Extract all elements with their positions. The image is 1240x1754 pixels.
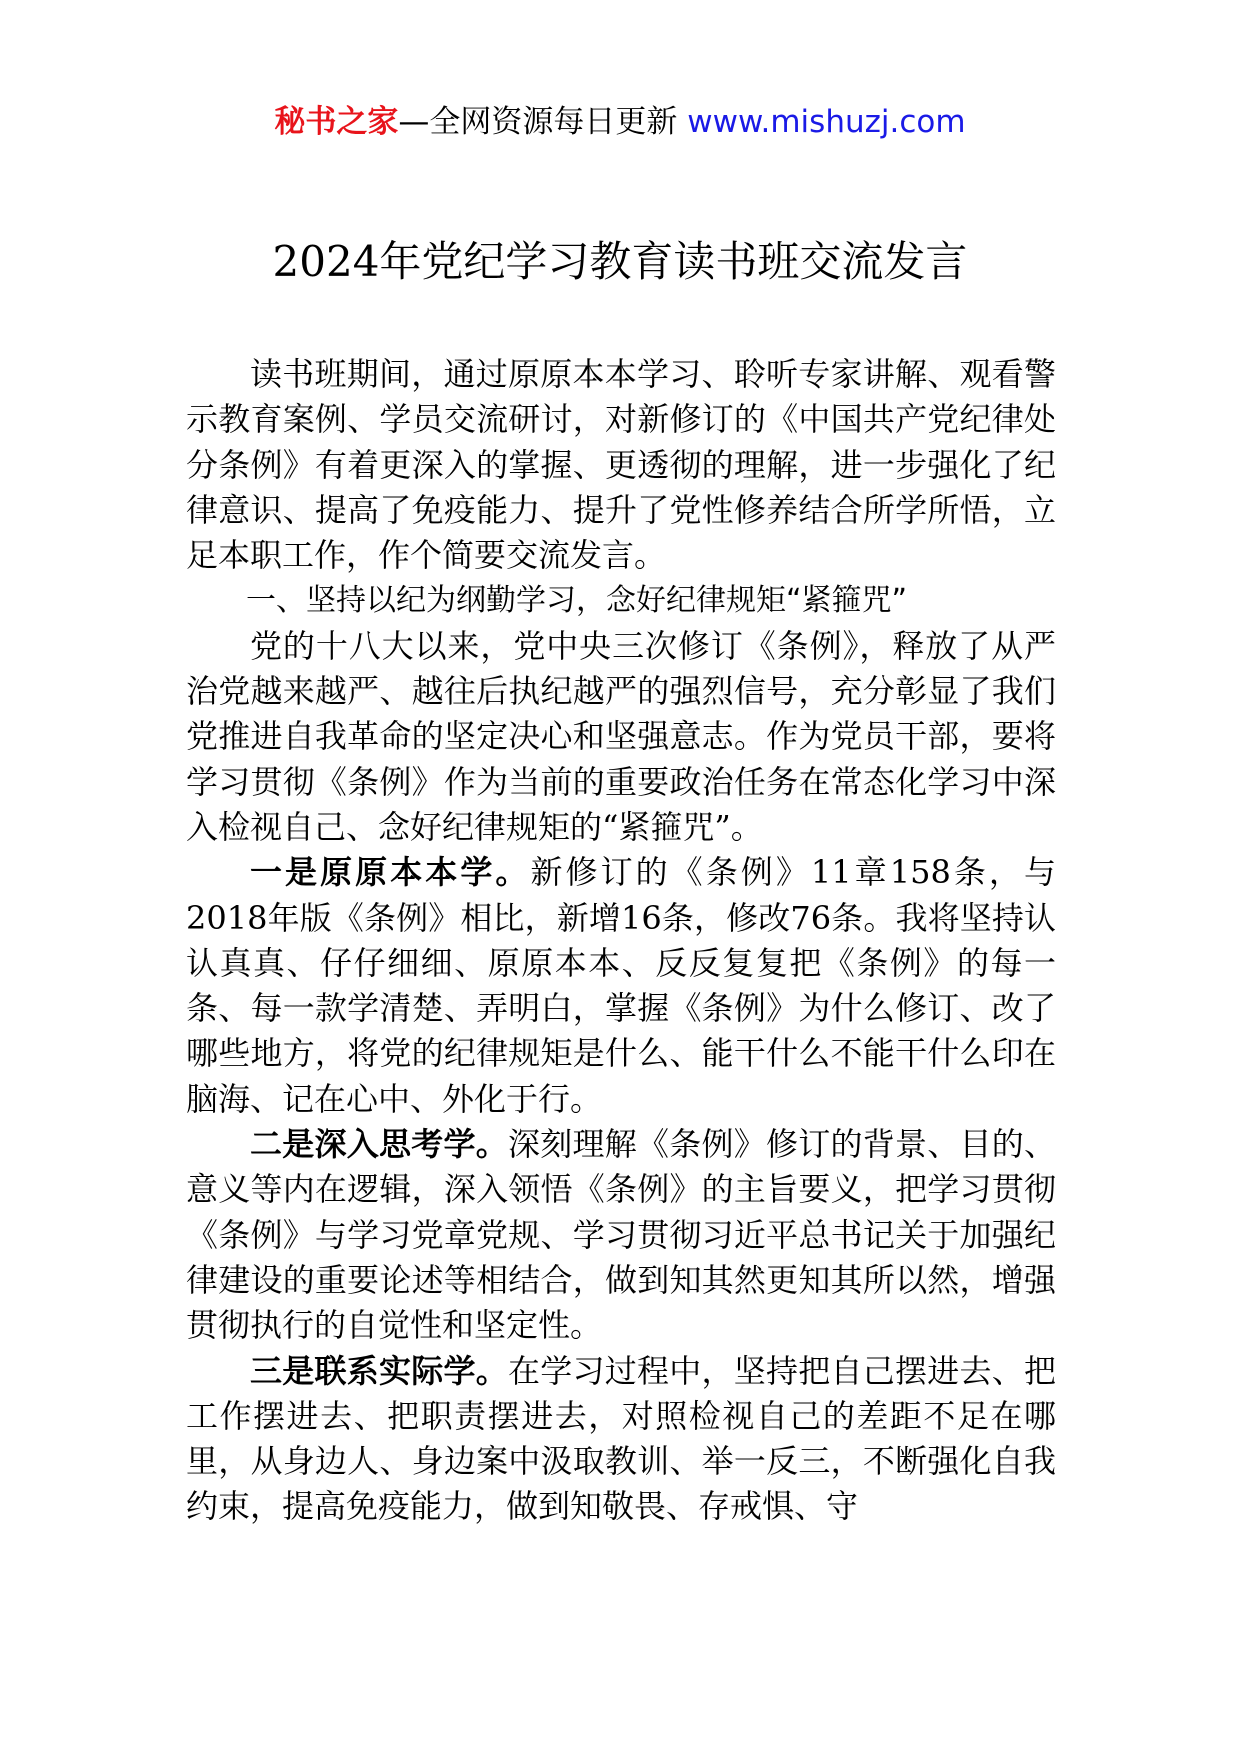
site-slogan: —全网资源每日更新 — [398, 104, 688, 140]
site-url-link[interactable]: www.mishuzj.com — [687, 104, 966, 140]
section-heading: 一、坚持以纪为纲勤学习，念好纪律规矩“紧箍咒” — [246, 583, 908, 619]
point-text-3: 在学习过程中，坚持把自己摆进去、把工作摆进去、把职责摆进去，对照检视自己的差距不足在哪里，从身边人、身边案中汲取教训、举一反三，不断强化自我约束，提高免疫能力，做到知敬畏、存戒惧、守 — [186, 1351, 1056, 1526]
point-paragraph-1 — [186, 850, 1056, 1122]
site-brand: 秘书之家 — [274, 104, 399, 140]
intro-paragraph: 读书班期间，通过原原本本学习、聆听专家讲解、观看警示教育案例、学员交流研讨，对新修订的《中国共产党纪律处分条例》有着更深入的掌握、更透彻的理解，进一步强化了纪律意识、提高了免疫能力、提升了党性修养结合所学所悟，立足本职工作，作个简要交流发言。 — [186, 355, 1056, 575]
section-paragraph: 党的十八大以来，党中央三次修订《条例》，释放了从严治党越来越严、越往后执纪越严的强烈信号，充分彰显了我们党推进自我革命的坚定决心和坚强意志。作为党员干部，要将学习贯彻《条例》作为当前的重要政治任务在常态化学习中深入检视自己、念好纪律规矩的“紧箍咒”。 — [186, 626, 1056, 846]
point-lead-1: 一是原原本本学。 — [250, 853, 531, 892]
document-body — [186, 352, 1056, 1530]
point-lead-2: 二是深入思考学。 — [250, 1125, 508, 1164]
point-text-2: 深刻理解《条例》修订的背景、目的、意义等内在逻辑，深入领悟《条例》的主旨要义，把学习贯彻《条例》与学习党章党规、学习贯彻习近平总书记关于加强纪律建设的重要论述等相结合，做到知其然更知其所以然，增强贯彻执行的自觉性和坚定性。 — [186, 1125, 1056, 1345]
point-lead-3: 三是联系实际学。 — [250, 1351, 508, 1390]
point-paragraph-2 — [186, 1122, 1056, 1348]
site-header — [0, 100, 1240, 144]
point-paragraph-3 — [186, 1349, 1056, 1530]
document-title: 2024年党纪学习教育读书班交流发言 — [272, 237, 968, 286]
point-text-1: 新修订的《条例》11章158条，与2018年版《条例》相比，新增16条，修改76条。我将坚持认认真真、仔仔细细、原原本本、反反复复把《条例》的每一条、每一款学清楚、弄明白，掌握《条例》为什么修订、改了哪些地方，将党的纪律规矩是什么、能干什么不能干什么印在脑海、记在心中、外化于行。 — [186, 853, 1056, 1118]
